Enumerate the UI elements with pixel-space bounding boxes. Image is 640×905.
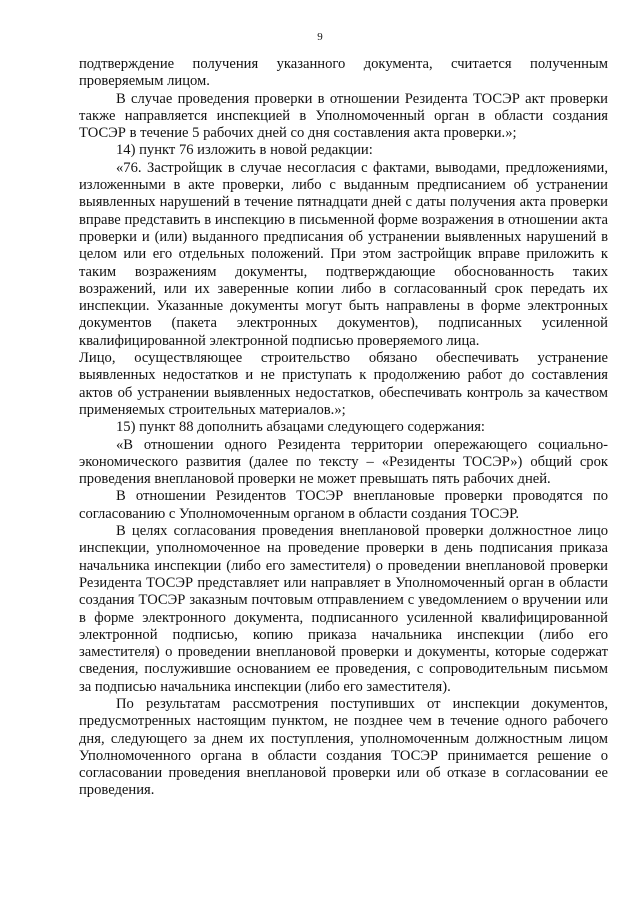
paragraph: Лицо, осуществляющее строительство обязано обеспечивать устранение выявленных недостатков и не приступать к продолжению работ до составления актов об устранении выявленных недостатков, обеспечивать контроль за качеством применяемых строительных материалов.»; <box>79 350 608 418</box>
paragraph: 15) пункт 88 дополнить абзацами следующего содержания: <box>116 419 485 436</box>
paragraph: подтверждение получения указанного документа, считается полученным проверяемым лицом. <box>79 56 608 90</box>
paragraph: «76. Застройщик в случае несогласия с фактами, выводами, предложениями, изложенными в акте проверки, либо с выданным предписанием об устранении выявленных нарушений в течение пятнадцати дней с даты получения акта проверки вправе представить в инспекцию в письменной форме возражения в отношении акта проверки и (или) выданного предписания об устранении выявленных нарушений в целом или его отдельных положений. При этом застройщик вправе приложить к таким возражениям документы, подтверждающие обоснованность таких возражений, или их заверенные копии либо в согласованный срок передать их инспекции. Указанные документы могут быть направлены в форме электронных документов (пакета электронных документов), подписанных усиленной квалифицированной электронной подписью проверяемого лица. <box>79 159 608 349</box>
paragraph: В целях согласования проведения внеплановой проверки должностное лицо инспекции, уполномоченное на проведение проверки в день подписания приказа начальника инспекции (либо его заместителя) о проведении внеплановой проверки Резидента ТОСЭР представляет или направляет в Уполномоченный орган в области создания ТОСЭР заказным почтовым отправлением с уведомлением о вручении или в форме электронного документа, подписанного усиленной квалифицированной электронной подписью, копию приказа начальника инспекции (либо его заместителя) о проведении внеплановой проверки и документы, которые содержат сведения, послужившие основанием ее проведения, с сопроводительным письмом за подписью начальника инспекции (либо его заместителя). <box>79 523 608 695</box>
paragraph: «В отношении одного Резидента территории опережающего социально-экономического развития (далее по тексту – «Резиденты ТОСЭР») общий срок проведения внеплановой проверки не может превышать пять рабочих дней. <box>79 436 608 488</box>
page-number: 9 <box>317 31 323 43</box>
paragraph: В случае проведения проверки в отношении Резидента ТОСЭР акт проверки также направляется инспекцией в Уполномоченный орган в области создания ТОСЭР в течение 5 рабочих дней со дня составления акта проверки.»; <box>79 90 608 142</box>
paragraph: По результатам рассмотрения поступивших от инспекции документов, предусмотренных настоящим пунктом, не позднее чем в течение одного рабочего дня, следующего за днем их поступления, уполномоченным должностным лицом Уполномоченного органа в области создания ТОСЭР принимается решение о согласовании проведения внеплановой проверки или об отказе в согласовании ее проведения. <box>79 695 608 799</box>
document-body <box>79 56 608 800</box>
paragraph: В отношении Резидентов ТОСЭР внеплановые проверки проводятся по согласованию с Уполномоченным органом в области создания ТОСЭР. <box>79 488 608 522</box>
paragraph: 14) пункт 76 изложить в новой редакции: <box>116 142 373 159</box>
